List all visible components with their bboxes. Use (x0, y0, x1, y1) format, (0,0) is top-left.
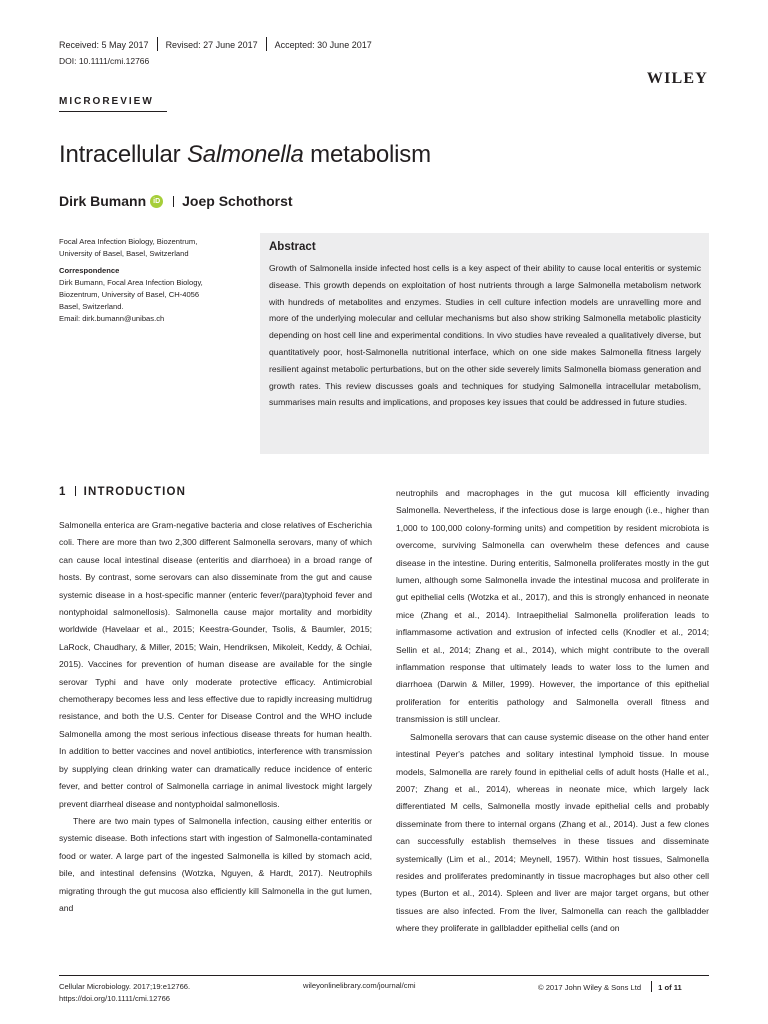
paragraph: Salmonella serovars that can cause systemic disease on the other hand enter intestinal Peyer's patches and solitary intestinal lymphoid tissue. In mouse models, Salmonella are rarely found in epithelial cells of adult hosts (Halle et al., 2007; Zhang et al., 2014), whereas in neonate mice, which largely lack differentiated M cells, Salmonella mostly invade epithelial cells and probably disseminate from there to internal organs (Zhang et al., 2014). Just a few clones can successfully establish themselves in these tissues and disseminate systemically (Lim et al., 2014; Meynell, 1957). Within host tissues, Salmonella resides and proliferates predominantly in tissue macrophages but also other cell types (Burton et al., 2014). Spleen and liver are major target organs, but other tissues are also infected. From the liver, Salmonella can reach the gallbladder where they proliferate in gallbladder epithelial cells (and on (396, 731, 709, 934)
paragraph: neutrophils and macrophages in the gut mucosa kill efficiently invading Salmonella. Nevertheless, if the infectious dose is large enough (i.e., higher than 1,000 to 100,000 colony-forming units) and competition by resident microbiota is overcome, surviving Salmonella can overwhelm these defences and cause disease in the intestine. During enteritis, Salmonella proliferates mostly in the gut lumen, although some Salmonella invade the intestinal mucosa and proliferate in gut epithelial cells (Wotzka et al., 2017), and this is strongly enhanced in neonate mice (Zhang et al., 2014). Intraepithelial Salmonella proliferation leads to inflammasome activation and extrusion of infected cells (Knodler et al., 2014; Sellin et al., 2014; Zhang et al., 2014), which might contribute to the overall inflammation response that ultimately leads to water loss to the lumen and diarrhoea (Darwin & Miller, 1999). However, the importance of this epithelial proliferation for enteritis pathology and Salmonella overall fitness and transmission is still unclear. (396, 488, 709, 725)
doi: DOI: 10.1111/cmi.12766 (59, 56, 150, 66)
body-column-right (396, 485, 709, 938)
article-type: MICROREVIEW (59, 96, 154, 107)
abstract-heading: Abstract (269, 241, 316, 253)
divider (75, 486, 76, 496)
correspondence-heading: Correspondence (59, 266, 120, 275)
date-divider (157, 37, 158, 51)
journal-citation: Cellular Microbiology. 2017;19:e12766. https://doi.org/10.1111/cmi.12766 (59, 982, 191, 1003)
author-name[interactable]: Dirk Bumann (59, 193, 147, 209)
orcid-icon[interactable]: iD (150, 195, 163, 208)
doi-link[interactable]: https://doi.org/10.1111/cmi.12766 (59, 994, 171, 1003)
abstract-text: Growth of Salmonella inside infected host cells is a key aspect of their ability to cause local enteritis or systemic disease. This growth depends on exploitation of host nutrients through a large Salmonella metabolism network with hundreds of metabolites and enzymes. Studies in cell culture infection models are unravelling more and more of the underlying molecular and cellular mechanisms but also show striking Salmonella metabolic plasticity depending on host cell line and experimental conditions. In vivo studies have revealed a qualitatively diverse, but quantitatively poor, host-Salmonella nutritional interface, which on one side makes Salmonella fitness largely resilient against metabolic perturbations, but on the other side severely limits Salmonella biomass generation and growth rates. This review discusses goals and techniques for studying Salmonella intracellular metabolism, summarises main results and implications, and proposes key issues that could be addressed in future studies. (269, 263, 701, 408)
paragraph: There are two main types of Salmonella infection, causing either enteritis or systemic disease. Both infections start with ingestion of Salmonella-contaminated food or water. A large part of the ingested Salmonella is killed by stomach acid, bile, and intestinal defensins (Wotzka, Nguyen, & Hardt, 2017). Neutrophils migrating through the gut mucosa also efficiently kill Salmonella in the gut lumen, and (59, 815, 372, 913)
date-divider (266, 37, 267, 51)
author-list (59, 193, 293, 209)
correspondence: Correspondence Dirk Bumann, Focal Area Infection Biology, Biozentrum, University of Basel, CH-4056 Basel, Switzerland. Email: dirk.bumann@unibas.ch (59, 265, 259, 325)
footer-right (538, 981, 682, 992)
accepted-date: Accepted: 30 June 2017 (274, 40, 372, 50)
section-heading: 1 INTRODUCTION (59, 486, 187, 498)
email[interactable]: Email: dirk.bumann@unibas.ch (59, 314, 165, 323)
divider (651, 981, 652, 992)
publisher-logo: WILEY (646, 70, 708, 87)
author-name[interactable]: Joep Schothorst (182, 193, 293, 209)
journal-website[interactable]: wileyonlinelibrary.com/journal/cmi (303, 981, 416, 990)
article-title: Intracellular Salmonella metabolism (59, 141, 431, 168)
abstract-box (260, 233, 709, 454)
divider (59, 111, 167, 112)
author-divider (173, 196, 174, 207)
received-date: Received: 5 May 2017 (59, 40, 149, 50)
page-number: 1 of 11 (658, 983, 682, 992)
footer-rule (59, 975, 709, 976)
affiliation: Focal Area Infection Biology, Biozentrum, University of Basel, Basel, Switzerland (59, 237, 198, 258)
paragraph: Salmonella enterica are Gram-negative bacteria and close relatives of Escherichia coli. There are more than two 2,300 different Salmonella serovars, many of which can cause local intestinal disease (enteritis and diarrhoea) in a broad range of hosts. By contrast, some serovars can also disseminate from the gut and cause systemic disease in a host-specific manner (enteric fever/(para)typhoid fever and nontyphoidal salmonellosis). Salmonella cause major mortality and morbidity worldwide (Havelaar et al., 2015; Keestra-Gounder, Tsolis, & Baumler, 2015; LaRock, Chaudhary, & Miller, 2015; Wain, Hendriksen, Mikoleit, Keddy, & Ochiai, 2015). Vaccines for prevention of human disease are available for the single serovar Typhi and have only moderate protective efficacy. Antimicrobial chemotherapy becomes less and less effective due to rapidly increasing multidrug resistance, and both the U.S. Center for Disease Control and the WHO include Salmonella among the most serious infectious disease threats for human health. In addition to better vaccines and novel antibiotics, interference with transmission by supplying clean drinking water can dramatically reduce incidence of enteric fever, and better control of Salmonella carriage in animal livestock might largely prevent diarrheal disease and nontyphoidal salmonellosis. (59, 520, 372, 809)
revised-date: Revised: 27 June 2017 (165, 40, 258, 50)
copyright: © 2017 John Wiley & Sons Ltd (538, 983, 642, 992)
article-dates (59, 37, 372, 51)
body-column-left (59, 517, 372, 917)
